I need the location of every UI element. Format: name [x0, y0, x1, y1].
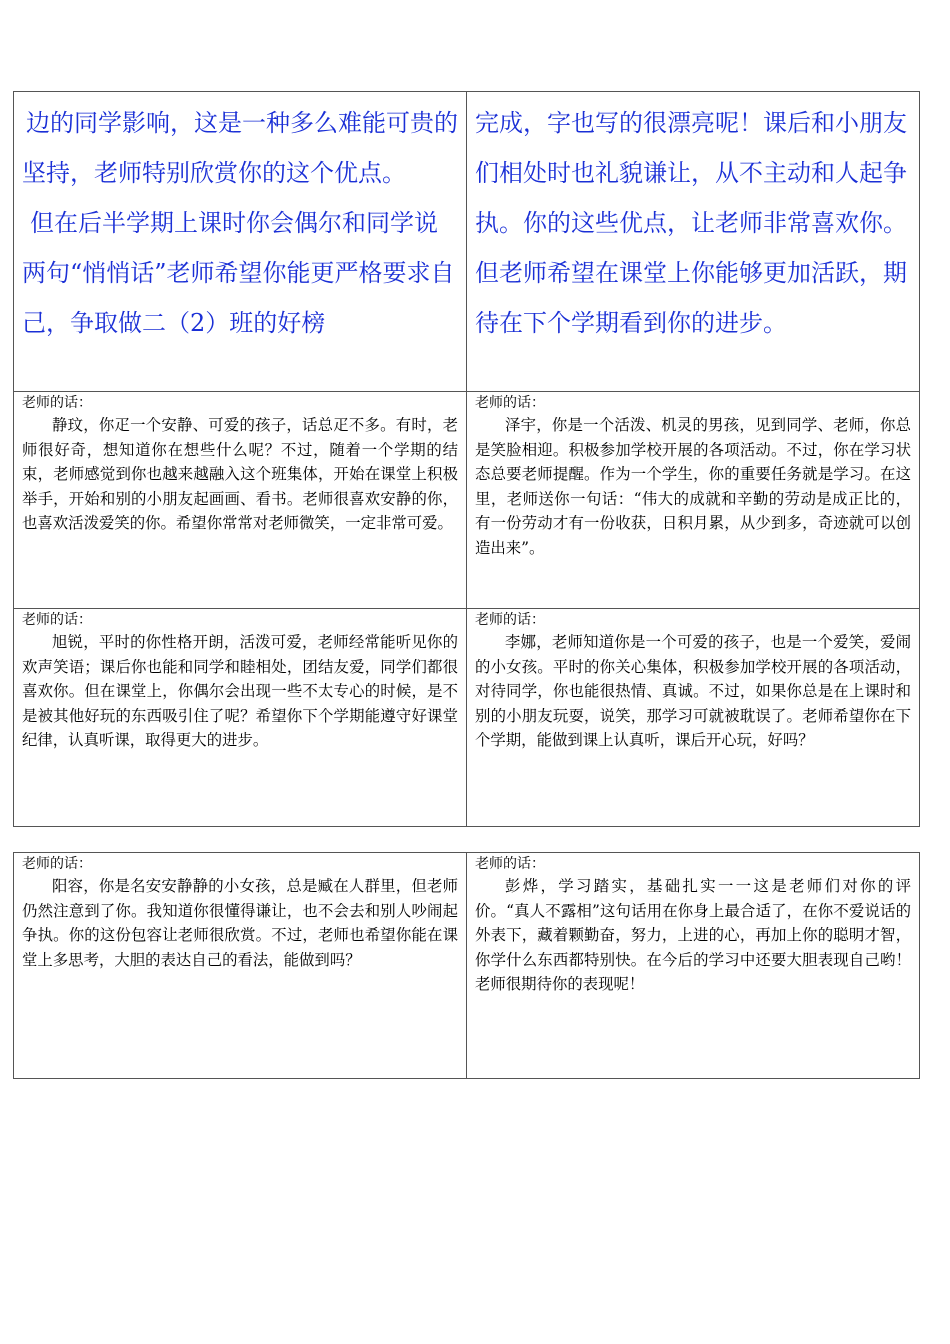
comment-label: 老师的话：	[22, 612, 92, 628]
table-row	[14, 609, 920, 827]
table-row	[14, 853, 920, 1079]
comment-cell-continued-right	[467, 92, 920, 392]
comment-cell	[467, 392, 920, 609]
comment-label: 老师的话：	[475, 612, 545, 628]
comment-label: 老师的话：	[22, 856, 92, 872]
comment-cell-continued-left	[14, 92, 467, 392]
comment-cell	[14, 853, 467, 1079]
comment-text: 静玟，你疋一个安静、可爱的孩子，话总疋不多。有时，老师很好奇，想知道你在想些什么呢？不过，随着一个学期的结束，老师感觉到你也越来越融入这个班集体，开始在课堂上积极举手，开始和别的小朋友起画画、看书。老师很喜欢安静的你，也喜欢活泼爱笑的你。希望你常常对老师微笑，一定非常可爱。	[22, 416, 458, 532]
table-row	[14, 392, 920, 609]
comment-text: 彭烨，学习踏实，基础扎实一一这是老师们对你的评价。“真人不露相”这句话用在你身上最合适了，在你不爱说话的外表下，藏着颗勤奋，努力，上进的心，再加上你的聪明才智，你学什么东西都特别快。在今后的学习中还要大胆表现自己哟！老师很期待你的表现呢！	[475, 877, 911, 993]
comment-label: 老师的话：	[22, 395, 92, 411]
comment-text: 阳容，你是名安安静静的小女孩，总是臧在人群里，但老师仍然注意到了你。我知道你很懂得谦让，也不会去和别人吵闹起争执。你的这份包容让老师很欣赏。不过，老师也希望你能在课堂上多思考，大胆的表达自己的看法，能做到吗？	[22, 877, 458, 969]
comment-cell	[14, 609, 467, 827]
comment-text: 李娜，老师知道你是一个可爱的孩子，也是一个爱笑，爱闹的小女孩。平时的你关心集体，积极参加学校开展的各项活动，对待同学，你也能很热情、真诚。不过，如果你总是在上课时和别的小朋友玩耍，说笑，那学习可就被耽误了。老师希望你在下个学期，能做到课上认真听，课后开心玩，好吗？	[475, 633, 911, 749]
comment-cell	[14, 392, 467, 609]
comment-cell	[467, 609, 920, 827]
comments-table-bottom	[13, 852, 920, 1079]
comment-text: 泽宇，你是一个活泼、机灵的男孩，见到同学、老师，你总是笑脸相迎。积极参加学校开展的各项活动。不过，你在学习状态总要老师提醒。作为一个学生，你的重要任务就是学习。在这里，老师送你一句话：“伟大的成就和辛勤的劳动是成正比的，有一份劳动才有一份收获，日积月累，从少到多，奇迹就可以创造出来”。	[475, 416, 911, 557]
comment-text: 旭锐，平时的你性格开朗，活泼可爱，老师经常能听见你的欢声笑语；课后你也能和同学和睦相处，团结友爱，同学们都很喜欢你。但在课堂上，你偶尔会出现一些不太专心的时候，是不是被其他好玩的东西吸引住了呢？希望你下个学期能遵守好课堂纪律，认真听课，取得更大的进步。	[22, 633, 458, 749]
comment-text: 但在后半学期上课时你会偶尔和同学说两句“悄悄话”老师希望你能更严格要求自己，争取做二（2）班的好榜	[22, 209, 455, 337]
comment-cell	[467, 853, 920, 1079]
comment-label: 老师的话：	[475, 395, 545, 411]
table-row	[14, 92, 920, 392]
comment-text: 边的同学影响，这是一种多么难能可贵的坚持，老师特别欣赏你的这个优点。	[22, 109, 458, 187]
comment-text: 完成，字也写的很漂亮呢！课后和小朋友们相处时也礼貌谦让，从不主动和人起争执。你的这些优点，让老师非常喜欢你。但老师希望在课堂上你能够更加活跃，期待在下个学期看到你的进步。	[475, 109, 907, 337]
comment-label: 老师的话：	[475, 856, 545, 872]
comments-table-top	[13, 91, 920, 827]
